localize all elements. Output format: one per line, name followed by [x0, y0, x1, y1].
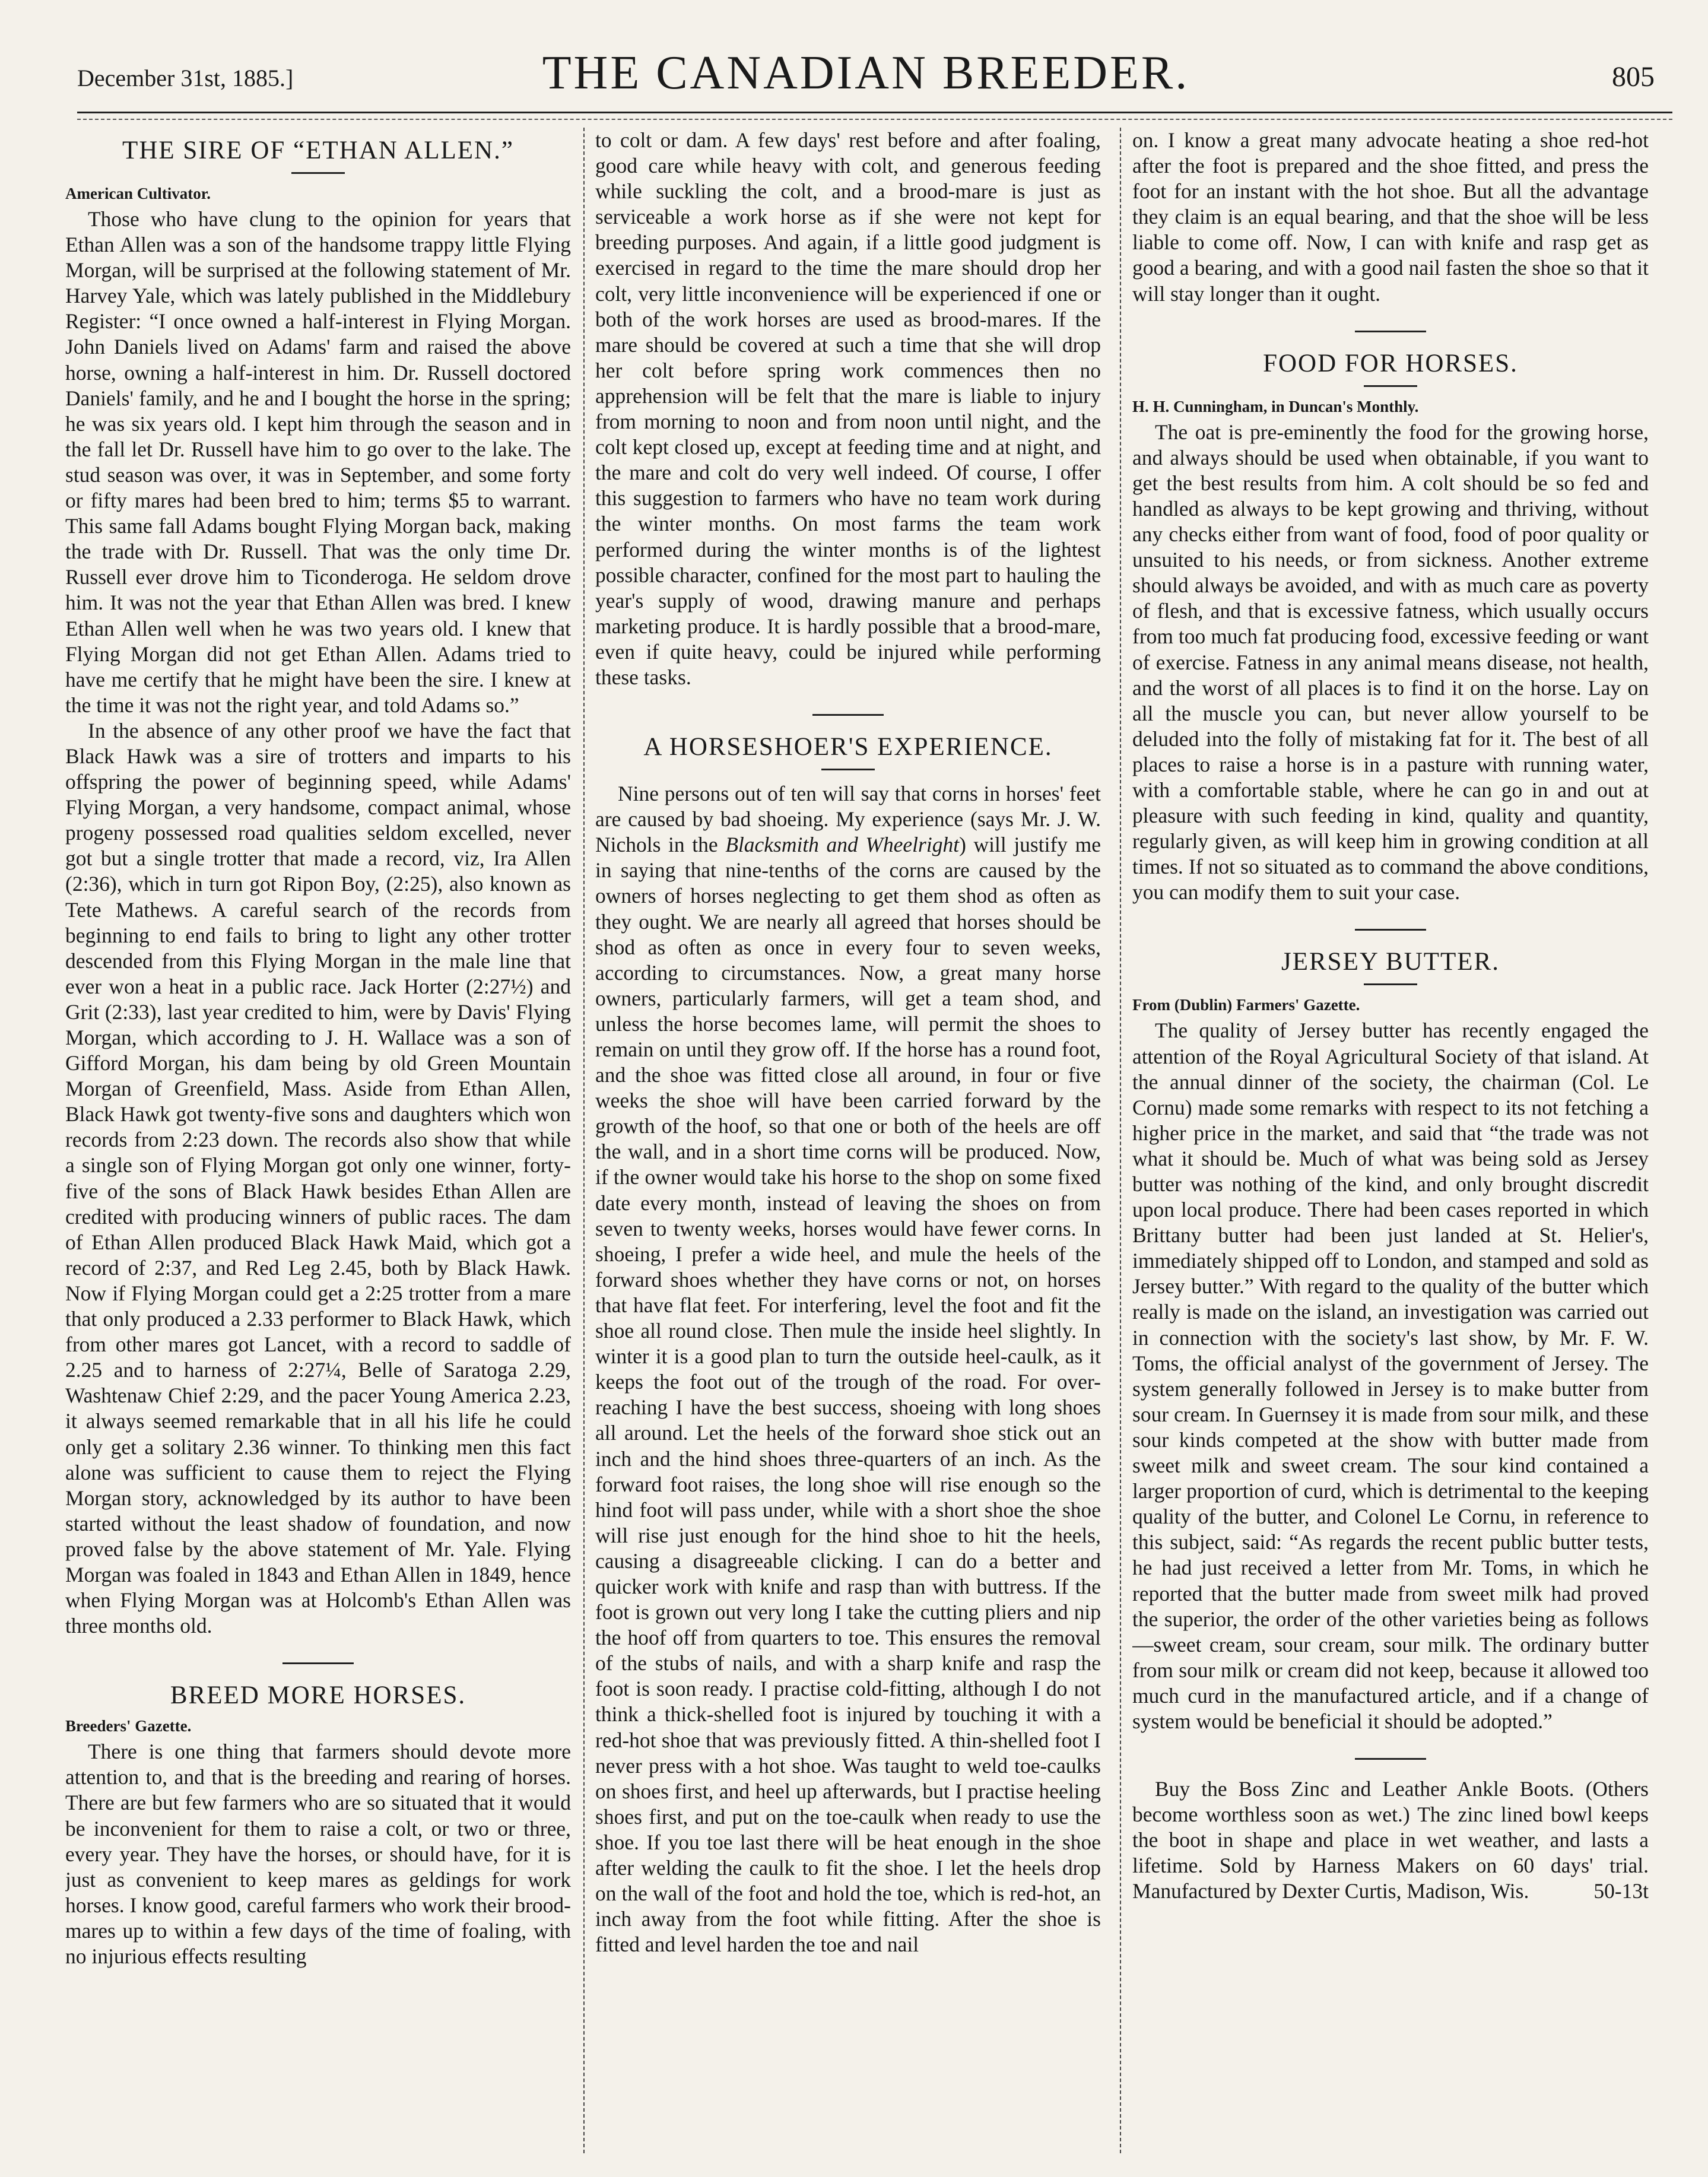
article-source: From (Dublin) Farmers' Gazette.: [1132, 996, 1360, 1014]
article-source: Breeders' Gazette.: [65, 1717, 192, 1735]
article-paragraph: Those who have clung to the opinion for years that Ethan Allen was a son of the handsome trappy little Flying Morgan, will be surprised at the following statement of Mr. Harvey Yale, which was lately published in the Middlebury Register: “I once owned a half-interest in Flying Morgan. John Daniels lived on Adams' farm and raised the above horse, owning a half-interest in him. Dr. Russell doctored Daniels' family, and he and I bought the horse in the spring; he was six years old. I kept him through the season and in the fall let Dr. Russell have him to go over to the lake. The stud season was over, it was in September, and some forty or fifty mares had been bred to him; terms $5 to warrant. This same fall Adams bought Flying Morgan back, making the trade with Dr. Russell. That was the only time Dr. Russell ever drove him to Ticonderoga. He seldom drove him. It was not the year that Ethan Allen was bred. I knew Ethan Allen well when he was two years old. I knew that Flying Morgan did not get Ethan Allen. Adams tried to have me certify that he might have been the sire. I knew at the time it was not the right year, and told Adams so.”: [65, 207, 571, 717]
ad-text: Buy the Boss Zinc and Leather Ankle Boots. (Others become worthless soon as wet.) The zinc lined bowl keeps the boot in shape and place in wet weather, and lasts a lifetime. Sold by Harness Makers on 60 days' trial. Manufactured by Dexter Curtis, Madison, Wis.: [1132, 1777, 1649, 1903]
article-text: ) will justify me in saying that nine-tenths of the corns are caused by the owners of horses neglecting to get them shod as often as they ought. We are nearly all agreed that horses should be shod as often as once in every four to seven weeks, according to circumstances. Now, a great many horse owners, particularly farmers, will get a team shod, and unless the horse becomes lame, will permit the shoes to remain on until they grow off. If the horse has a round foot, and the shoe was fitted close all around, in four or five weeks the shoe will have been carried forward by the growth of the hoof, so that one or both of the heels are off the wall, and in a short time corns will be produced. Now, if the owner would take his horse to the shop on some fixed date every month, instead of leaving the shoes on from seven to twenty weeks, horses would have fewer corns. In shoeing, I prefer a wide heel, and mule the heels of the forward shoes whether they have corns or not, on horses that have flat feet. For interfering, level the foot and fit the shoe all round close. Then mule the inside heel slightly. In winter it is a good plan to turn the outside heel-caulk, as it keeps the foot out of the trough of the road. For over-reaching I have the best success, shoeing with long shoes all around. Let the heels of the forward shoe stick out an inch and the hind shoes three-quarters of an inch. As the forward foot raises, the long shoe will rise enough so the hind foot will pass under, while with a short shoe the shoe will rise just enough for the hind shoe to hit the heels, causing a disagreeable clicking. I can do a better and quicker work with knife and rasp than with buttress. If the foot is grown out very long I take the cutting pliers and nip the hoof off from quarters to toe. This ensures the removal of the stubs of nails, and with a sharp knife and rasp the foot is soon ready. I practise cold-fitting, although I do not think a thick-shelled foot is injured by touching it with a red-hot shoe that was previously fitted. A thin-shelled foot I never press with a hot shoe. Was taught to weld toe-caulks on shoes first, and heel up afterwards, but I practise heeling shoes first, and put on the toe-caulk when ready to use the shoe. If you toe last there will be heat enough in the shoe after welding the caulk to fit the shoe. I let the heels drop on the wall of the foot and hold the toe, which is red-hot, an inch away from the foot while fitting. After the shoe is fitted and level harden the toe and nail: [595, 833, 1101, 1957]
column-divider: [1120, 128, 1121, 2153]
title-rule: [1364, 983, 1417, 985]
article-title: A HORSESHOER'S EXPERIENCE.: [643, 733, 1053, 761]
page-number: 805: [1612, 61, 1655, 93]
column-2: [595, 128, 1101, 2147]
masthead: [77, 46, 1655, 106]
article-paragraph: In the absence of any other proof we have the fact that Black Hawk was a sire of trotters and imparts to his offspring the power of beginning speed, while Adams' Flying Morgan, a very handsome, compact animal, whose progeny possessed road qualities seldom excelled, never got but a single trotter that made a record, viz, Ira Allen (2:36), which in turn got Ripon Boy, (2:25), also known as Tete Mathews. A careful search of the records from beginning to end fails to bring to light any other trotter descended from this Flying Morgan in the male line that ever won a heat in a public race. Jack Horter (2:27½) and Grit (2:33), last year credited to him, were by Davis' Flying Morgan, which according to J. H. Wallace was a son of Gifford Morgan, his dam being by old Green Mountain Morgan of Greenfield, Mass. Aside from Ethan Allen, Black Hawk got twenty-five sons and daughters which won records from 2:23 down. The records also show that while a single son of Flying Morgan got only one winner, forty-five of the sons of Black Hawk besides Ethan Allen are credited with producing winners of public races. The dam of Ethan Allen produced Black Hawk Maid, which got a record of 2:37, and Red Leg 2.45, both by Black Hawk. Now if Flying Morgan could get a 2:25 trotter from a mare that only produced a 2.33 performer to Black Hawk, which from other mares got Lancet, with a record to saddle of 2.25 and to harness of 2:27¼, Belle of Saratoga 2.29, Washtenaw Chief 2:29, and the pacer Young America 2.23, it always seemed remarkable that in all his life he could only get a solitary 2.36 winner. To thinking men this fact alone was sufficient to cause them to reject the Flying Morgan story, acknowledged by its author to have been started without the least shadow of foundation, and now proved false by the above statement of Mr. Yale. Flying Morgan was foaled in 1843 and Ethan Allen in 1849, hence when Flying Morgan was at Holcomb's Ethan Allen was three months old.: [65, 718, 571, 1638]
article-paragraph: There is one thing that farmers should devote more attention to, and that is the breeding and rearing of horses. There are but few farmers who are so situated that it would be inconvenient for them to raise a colt, or two or three, every year. They have the horses, or should have, for it is just as convenient to keep mares as geldings for work horses. I know good, careful farmers who work their brood-mares up to within a few days of the time of foaling, with no injurious effects resulting: [65, 1740, 571, 1968]
article-paragraph: The quality of Jersey butter has recently engaged the attention of the Royal Agricultural Society of that island. At the annual dinner of the society, the chairman (Col. Le Cornu) made some remarks with respect to its not fetching a higher price in the market, and said that “the trade was not what it should be. Much of what was being sold as Jersey butter was nothing of the kind, and only brought discredit upon local produce. There had been cases reported in which Brittany butter had been just landed at St. Helier's, immediately shipped off to London, and stamped and sold as Jersey butter.” With regard to the quality of the butter which really is made on the island, an investigation was carried out in connection with the society's last show, by Mr. F. W. Toms, the official analyst of the government of Jersey. The system generally followed in Jersey is to make butter from sour cream. In Guernsey it is made from sour milk, and these sour kinds competed at the show with butter made from sweet milk and sweet cream. The sour kind contained a larger proportion of curd, which is detrimental to the keeping quality of the butter, and Colonel Le Cornu, in reference to this subject, said: “As regards the recent public butter tests, he had just received a letter from Mr. Toms, in which he reported that the butter made from sweet milk had proved the superior, the order of the other varieties being as follows—sweet cream, sour cream, sour milk. The ordinary butter from sour milk or cream did not keep, because it allowed too much curd in the manufactured article, and if a change of system would be beneficial it should be adopted.”: [1132, 1018, 1649, 1733]
article-paragraph: [595, 781, 1101, 1957]
masthead-dashed-rule: [77, 119, 1672, 120]
column-3: [1132, 128, 1649, 2147]
title-rule: [821, 769, 875, 770]
ad-code: 50-13t: [1593, 1879, 1649, 1903]
advertisement: [1132, 1776, 1649, 1904]
article-text: Nine persons out of ten will say that corns in horses' feet are caused by bad shoeing. My experience (says Mr. J. W. Nichols in the: [595, 782, 1101, 857]
section-rule: [1355, 331, 1426, 332]
article-title: JERSEY BUTTER.: [1281, 948, 1500, 976]
title-rule: [291, 172, 345, 174]
issue-date: December 31st, 1885.]: [77, 65, 294, 91]
article-title: BREED MORE HORSES.: [170, 1681, 466, 1710]
article-paragraph: The oat is pre-eminently the food for the growing horse, and always should be used when obtainable, if you want to get the best results from him. A colt should be so fed and handled as always to be kept growing and thriving, without any checks either from want of food, food of poor quality or unsuited to his needs, or from sickness. Another extreme should always be avoided, and with as much care as poverty of flesh, and that is excessive fatness, which usually occurs from too much fat producing food, excessive feeding or want of exercise. Fatness in any animal means disease, not health, and the worst of all places is to find it on the horse. Lay on all the muscle you can, but never allow yourself to be deluded into the folly of mistaking fat for it. The best of all places to raise a horse is in a pasture with running water, with a comfortable stable, where he can go in and out at pleasure with such feeding in kind, quality and quantity, regularly given, as will keep him in growing condition at all times. If not so situated as to command the above conditions, you can modify them to suit your case.: [1132, 420, 1649, 905]
section-rule: [282, 1662, 354, 1664]
article-title: THE SIRE OF “ETHAN ALLEN.”: [122, 137, 514, 164]
article-paragraph: to colt or dam. A few days' rest before and after foaling, good care while heavy with colt, and generous feeding while suckling the colt, and a brood-mare is just as serviceable a work horse as if she were not kept for breeding purposes. And again, if a little good judgment is exercised in regard to the time the mare should drop her colt, very little inconvenience will be experienced if one or both of the work horses are used as brood-mares. If the mare should be covered at such a time that she will drop her colt before spring work commences then no apprehension will be felt that the mare is liable to injury from morning to noon and from noon until night, and the colt kept closed up, except at feeding time and at night, and the mare and colt do very well indeed. Of course, I offer this suggestion to farmers who have no team work during the winter months. On most farms the team work performed during the winter months is of the lightest possible character, confined for the most part to hauling the year's supply of wood, drawing manure and perhaps marketing produce. It is hardly possible that a brood-mare, even if quite heavy, could be injured while performing these tasks.: [595, 128, 1101, 689]
article-source: American Cultivator.: [65, 185, 211, 202]
title-rule: [1364, 385, 1417, 387]
column-1: [65, 128, 571, 2147]
column-divider: [583, 128, 585, 2153]
section-rule: [1355, 929, 1426, 931]
publication-name: Blacksmith and Wheelright: [725, 833, 960, 857]
article-title: FOOD FOR HORSES.: [1263, 349, 1518, 377]
masthead-rule: [77, 112, 1672, 113]
newspaper-title: THE CANADIAN BREEDER.: [542, 47, 1190, 99]
article-paragraph: on. I know a great many advocate heating a shoe red-hot after the foot is prepared and the shoe fitted, and press the foot for an instant with the hot shoe. But all the advantage they claim is an equal bearing, and that the shoe will be less liable to come off. Now, I can with knife and rasp get as good a bearing, and with a good nail fasten the shoe so that it will stay longer than it ought.: [1132, 128, 1649, 306]
section-rule: [1355, 1758, 1426, 1760]
article-source: H. H. Cunningham, in Duncan's Monthly.: [1132, 397, 1419, 415]
section-rule: [812, 714, 884, 716]
